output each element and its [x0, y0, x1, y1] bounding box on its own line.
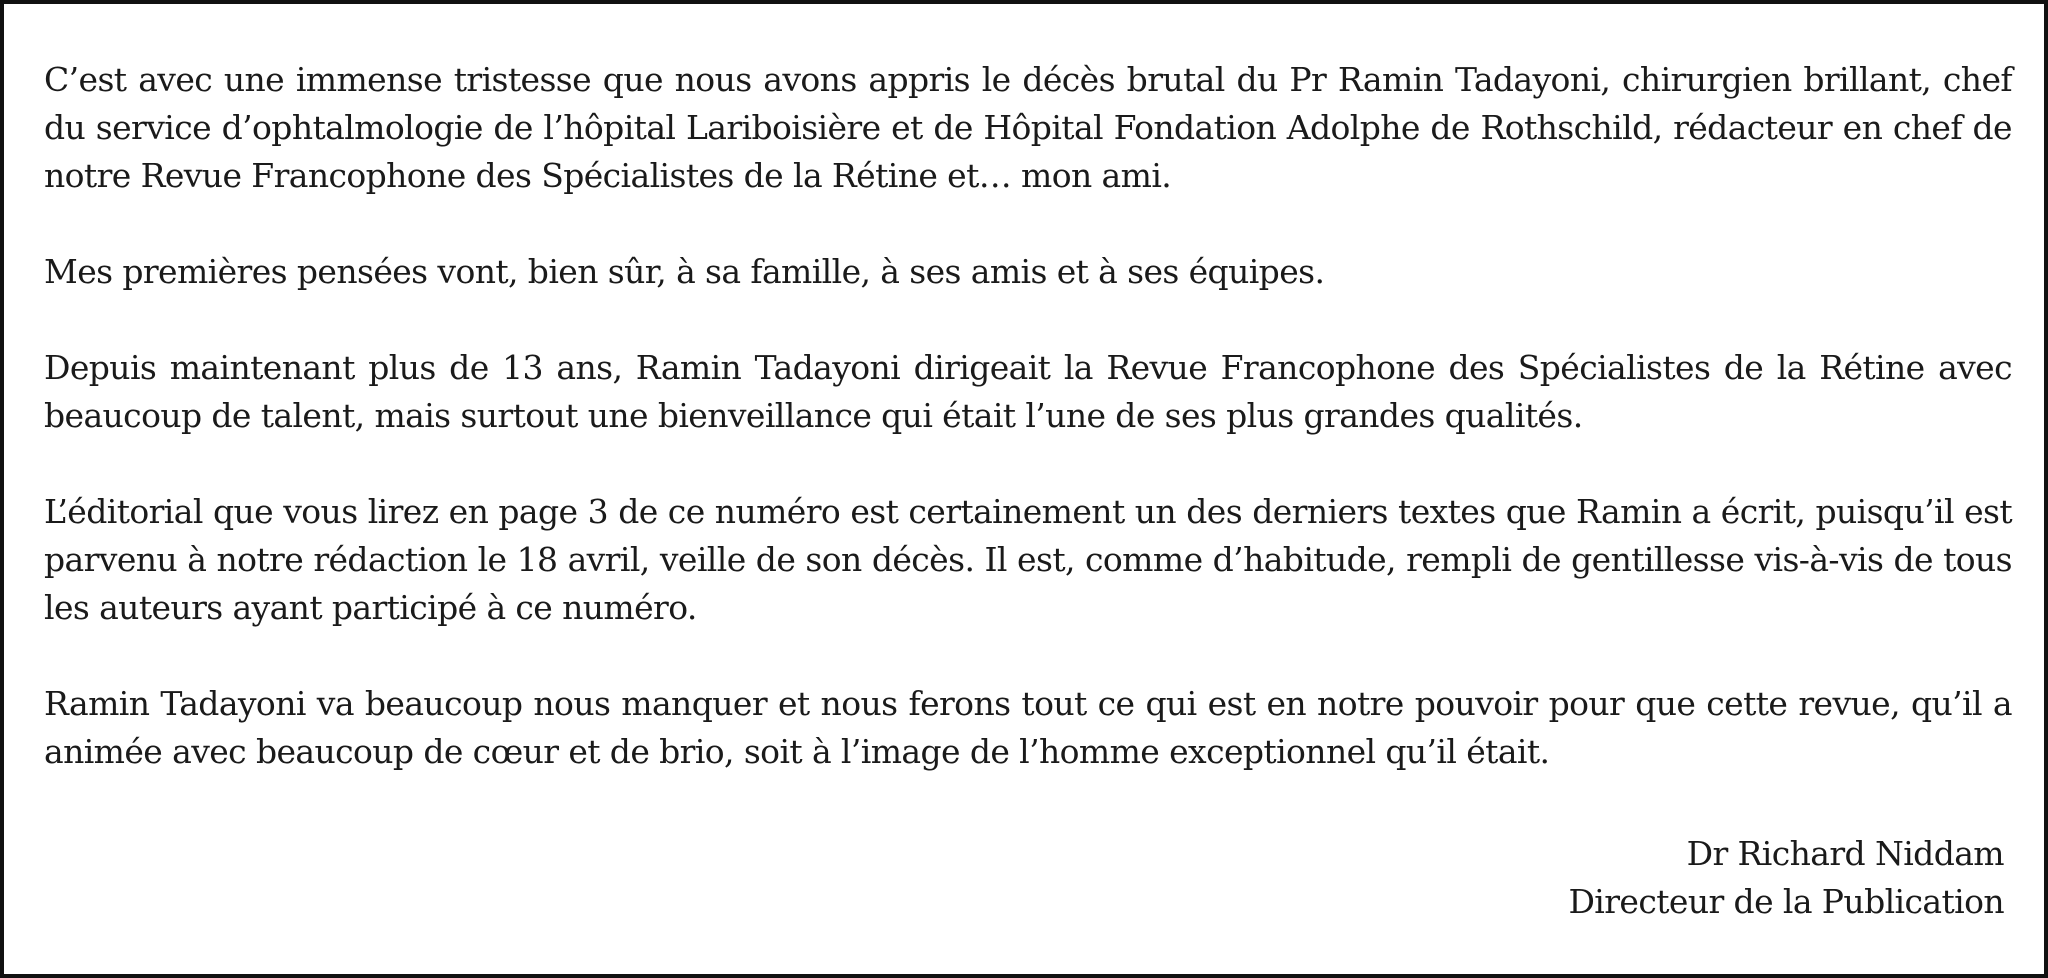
- letter-body: [44, 56, 2012, 824]
- paragraph-tenure: Depuis maintenant plus de 13 ans, Ramin Tadayoni dirigeait la Revue Francophone des Spécialistes de la Rétine avec beaucoup de talent, mais surtout une bienveillance qui était l’une de ses plus grandes qualités.: [44, 348, 2012, 435]
- signature-name: Dr Richard Niddam: [1686, 834, 2004, 873]
- signature-title: Directeur de la Publication: [1568, 882, 2004, 921]
- paragraph-closing: Ramin Tadayoni va beaucoup nous manquer et nous ferons tout ce qui est en notre pouvoir pour que cette revue, qu’il a animée avec beaucoup de cœur et de brio, soit à l’image de l’homme exceptionnel qu’il était.: [44, 684, 2012, 771]
- paragraph-thoughts: Mes premières pensées vont, bien sûr, à sa famille, à ses amis et à ses équipes.: [44, 252, 1325, 291]
- paragraph-announcement: C’est avec une immense tristesse que nous avons appris le décès brutal du Pr Ramin Tadayoni, chirurgien brillant, chef du service d’ophtalmologie de l’hôpital Lariboisière et de Hôpital Fondation Adolphe de Rothschild, rédacteur en chef de notre Revue Francophone des Spécialistes de la Rétine et… mon ami.: [44, 60, 2012, 195]
- paragraph-editorial: L’éditorial que vous lirez en page 3 de ce numéro est certainement un des derniers textes que Ramin a écrit, puisqu’il est parvenu à notre rédaction le 18 avril, veille de son décès. Il est, comme d’habitude, rempli de gentillesse vis-à-vis de tous les auteurs ayant participé à ce numéro.: [44, 492, 2012, 627]
- signature-block: [1568, 830, 2004, 926]
